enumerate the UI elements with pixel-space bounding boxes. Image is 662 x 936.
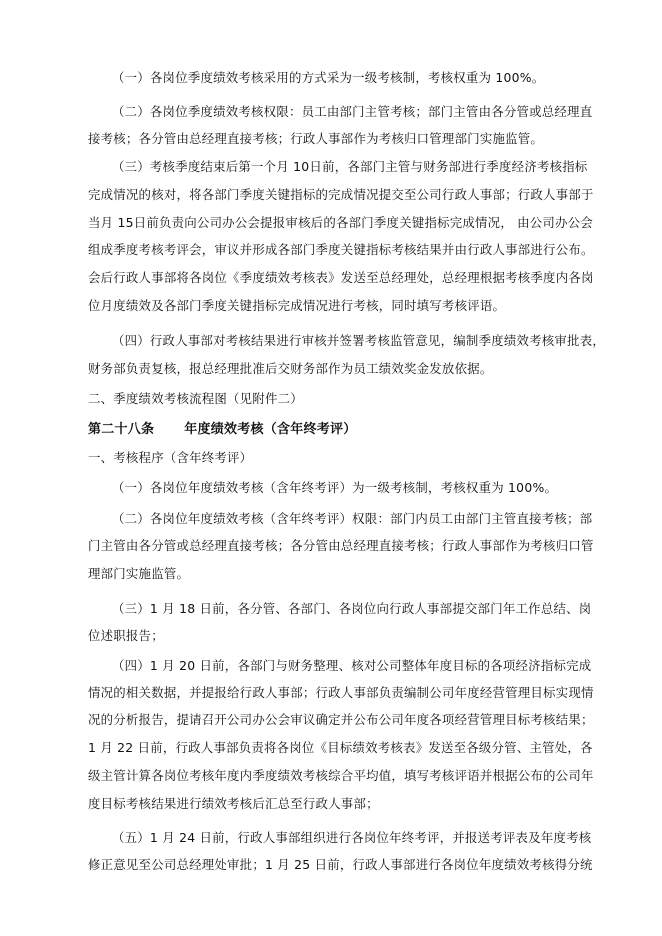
text-line: 完成情况的核对，将各部门季度关键指标的完成情况提交至公司行政人事部；行政人事部于 (88, 187, 594, 202)
text-line: 接考核；各分管由总经理直接考核；行政人事部作为考核归口管理部门实施监管。 (88, 131, 544, 146)
text-line: 情况的相关数据，并提报给行政人事部；行政人事部负责编制公司年度经营管理目标实现情 (88, 685, 594, 700)
text-line: （二）各岗位季度绩效考核权限：员工由部门主管考核；部门主管由各分管或总经理直 (112, 104, 593, 119)
text-line: 位月度绩效及各部门季度关键指标完成情况进行考核，同时填写考核评语。 (88, 298, 506, 313)
text-line: （二）各岗位年度绩效考核（含年终考评）权限：部门内员工由部门主管直接考核；部 (112, 511, 593, 526)
text-line: （三）考核季度结束后第一个月 10日前，各部门主管与财务部进行季度经济考核指标 (112, 159, 588, 174)
article-heading (88, 422, 357, 438)
text-line: （三）1 月 18 日前，各分管、各部门、各岗位向行政人事部提交部门年工作总结、岗 (112, 601, 592, 616)
text-line: （五）1 月 24 日前，行政人事部组织进行各岗位年终考评，并报送考评表及年度考核 (112, 830, 592, 845)
text-line: 组成季度考核考评会，审议并形成各部门季度关键指标考核结果并由行政人事部进行公布。 (88, 242, 594, 257)
text-line: 度目标考核结果进行绩效考核后汇总至行政人事部； (88, 796, 379, 811)
text-line: 况的分析报告，提请召开公司办公会审议确定并公布公司年度各项经营管理目标考核结果； (88, 712, 594, 727)
text-line: （一）各岗位季度绩效考核采用的方式采为一级考核制，考核权重为 100%。 (112, 70, 545, 85)
article-number: 第二十八条 (88, 422, 155, 437)
text-line: 位述职报告； (88, 628, 164, 643)
text-line: 财务部负责复核，报总经理批准后交财务部作为员工绩效奖金发放依据。 (88, 361, 493, 376)
article-title: 年度绩效考核（含年终考评） (184, 422, 357, 437)
text-line: 当月 15日前负责向公司办公会提报审核后的各部门季度关键指标完成情况， 由公司办公会 (88, 215, 593, 230)
text-line: 理部门实施监管。 (88, 566, 190, 581)
text-line: （四）1 月 20 日前，各部门与财务整理、核对公司整体年度目标的各项经济指标完成 (112, 658, 592, 673)
section-heading: 一、考核程序（含年终考评） (88, 450, 253, 465)
text-line: 修正意见至公司总经理处审批；1 月 25 日前，行政人事部进行各岗位年度绩效考核得分统 (88, 857, 593, 872)
text-line: 会后行政人事部将各岗位《季度绩效考核表》发送至总经理处，总经理根据考核季度内各岗 (88, 270, 594, 285)
text-line: （四）行政人事部对考核结果进行审核并签署考核监管意见，编制季度绩效考核审批表， (112, 333, 605, 348)
text-line: 1 月 22 日前，行政人事部负责将各岗位《目标绩效考核表》发送至各级分管、主管处，各 (88, 740, 593, 755)
section-heading: 二、季度绩效考核流程图（见附件二） (88, 391, 303, 406)
text-line: 门主管由各分管或总经理直接考核；各分管由总经理直接考核；行政人事部作为考核归口管 (88, 538, 594, 553)
text-line: （一）各岗位年度绩效考核（含年终考评）为一级考核制，考核权重为 100%。 (112, 480, 558, 495)
text-line: 级主管计算各岗位考核年度内季度绩效考核综合平均值，填写考核评语并根据公布的公司年 (88, 768, 594, 783)
